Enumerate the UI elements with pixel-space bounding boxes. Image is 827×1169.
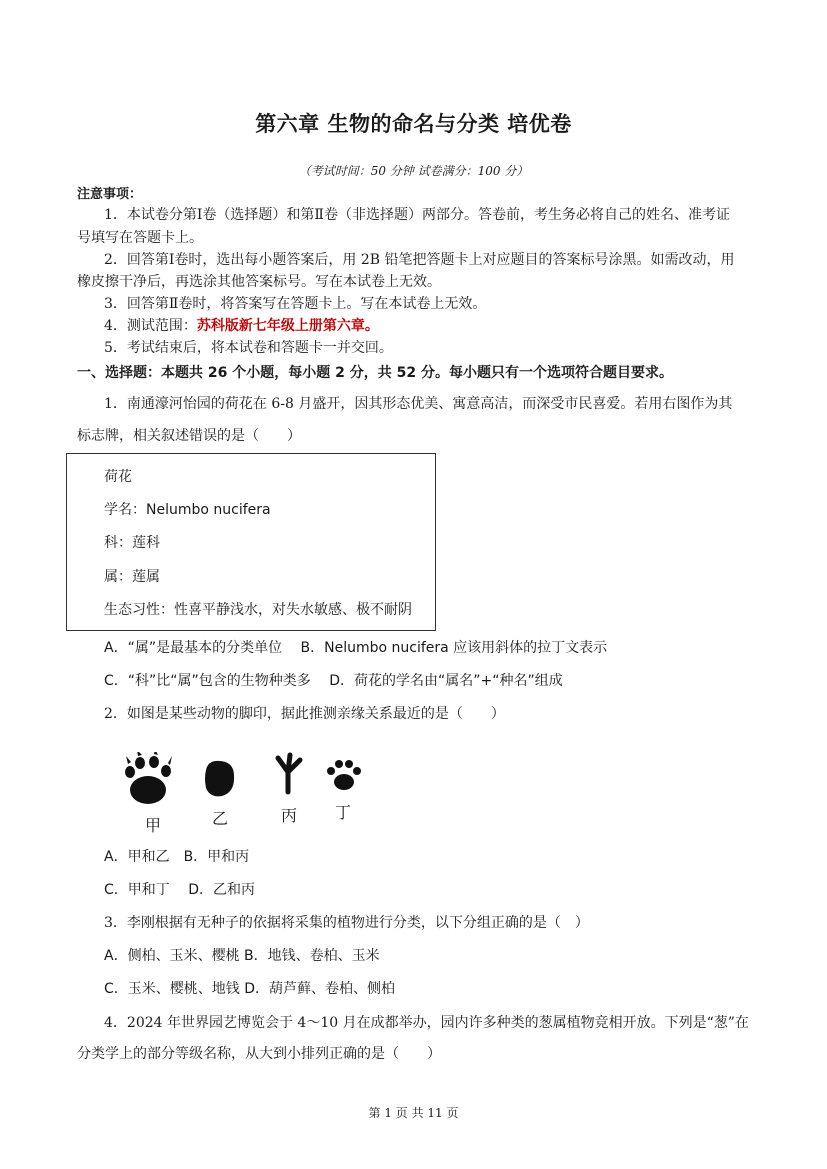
notice-item-1b: 号填写在答题卡上。 xyxy=(77,230,203,246)
q4-stem-line1: 4．2024 年世界园艺博览会于 4～10 月在成都举办，园内许多种类的葱属植物竞相开放。下列是“葱”在 xyxy=(104,1015,749,1031)
notice-item-1a: 1．本试卷分第Ⅰ卷（选择题）和第Ⅱ卷（非选择题）两部分。答卷前，考生务必将自己的姓名、准考证 xyxy=(104,207,730,223)
footprint-label-ding: 丁 xyxy=(335,803,352,822)
notice-heading: 注意事项： xyxy=(77,187,143,202)
bird-foot-print-icon xyxy=(278,755,300,792)
round-paw-print-icon xyxy=(205,761,234,796)
page-title: 第六章 生物的命名与分类 培优卷 xyxy=(255,112,572,136)
notice-item-2b: 橡皮擦干净后，再选涂其他答案标号。写在本试卷上无效。 xyxy=(77,274,441,290)
q4-stem-line2: 分类学上的部分等级名称，从大到小排列正确的是（ ） xyxy=(77,1046,441,1062)
page-number: 第 1 页 共 11 页 xyxy=(368,1106,459,1120)
footprints-figure xyxy=(122,752,362,812)
exam-info: （考试时间：50 分钟 试卷满分：100 分） xyxy=(298,164,529,178)
section-heading: 一、选择题：本题共 26 个小题，每小题 2 分，共 52 分。每小题只有一个选项符合题目要求。 xyxy=(77,365,673,381)
card-family: 科：莲科 xyxy=(104,535,160,551)
card-name: 荷花 xyxy=(104,469,132,485)
notice-item-4 xyxy=(104,315,379,337)
test-scope: 苏科版新七年级上册第六章。 xyxy=(196,318,379,334)
notice-item-2a: 2．回答第Ⅰ卷时，选出每小题答案后，用 2B 铅笔把答题卡上对应题目的答案标号涂黑。如需改动，用 xyxy=(104,252,735,268)
q2-options-ab: A．甲和乙 B．甲和丙 xyxy=(104,849,250,865)
footprint-label-yi: 乙 xyxy=(212,809,229,828)
q3-options-ab: A．侧柏、玉米、樱桃 B．地钱、卷柏、玉米 xyxy=(104,948,380,964)
footprint-label-jia: 甲 xyxy=(145,816,162,835)
notice-item-4-prefix: 4．测试范围： xyxy=(104,318,197,334)
q3-stem: 3．李刚根据有无种子的依据将采集的植物进行分类，以下分组正确的是（ ） xyxy=(104,915,589,931)
claw-paw-print-icon xyxy=(125,752,172,804)
card-genus: 属：莲属 xyxy=(104,569,160,585)
footprint-label-bing: 丙 xyxy=(281,806,298,825)
q2-stem: 2．如图是某些动物的脚印，据此推测亲缘关系最近的是（ ） xyxy=(104,706,505,722)
q1-stem-line2: 标志牌，相关叙述错误的是（ ） xyxy=(77,428,301,444)
notice-item-3: 3．回答第Ⅱ卷时，将答案写在答题卡上。写在本试卷上无效。 xyxy=(104,296,487,312)
q1-stem-line1: 1．南通濠河怡园的荷花在 6-8 月盛开，因其形态优美、寓意高洁，而深受市民喜爱。若用右图作为其 xyxy=(104,396,733,412)
small-paw-print-icon xyxy=(327,760,361,790)
card-habit: 生态习性：性喜平静浅水，对失水敏感、极不耐阴 xyxy=(104,602,412,618)
q1-options-ab: A．“属”是最基本的分类单位 B．Nelumbo nucifera 应该用斜体的拉丁文表示 xyxy=(104,640,608,656)
card-scientific-name: 学名：Nelumbo nucifera xyxy=(104,502,271,518)
q1-options-cd: C．“科”比“属”包含的生物种类多 D．荷花的学名由“属名”+“种名”组成 xyxy=(104,673,563,689)
q2-options-cd: C．甲和丁 D．乙和丙 xyxy=(104,882,256,898)
notice-item-5: 5．考试结束后，将本试卷和答题卡一并交回。 xyxy=(104,340,393,356)
q3-options-cd: C．玉米、樱桃、地钱 D．葫芦藓、卷柏、侧柏 xyxy=(104,981,396,997)
